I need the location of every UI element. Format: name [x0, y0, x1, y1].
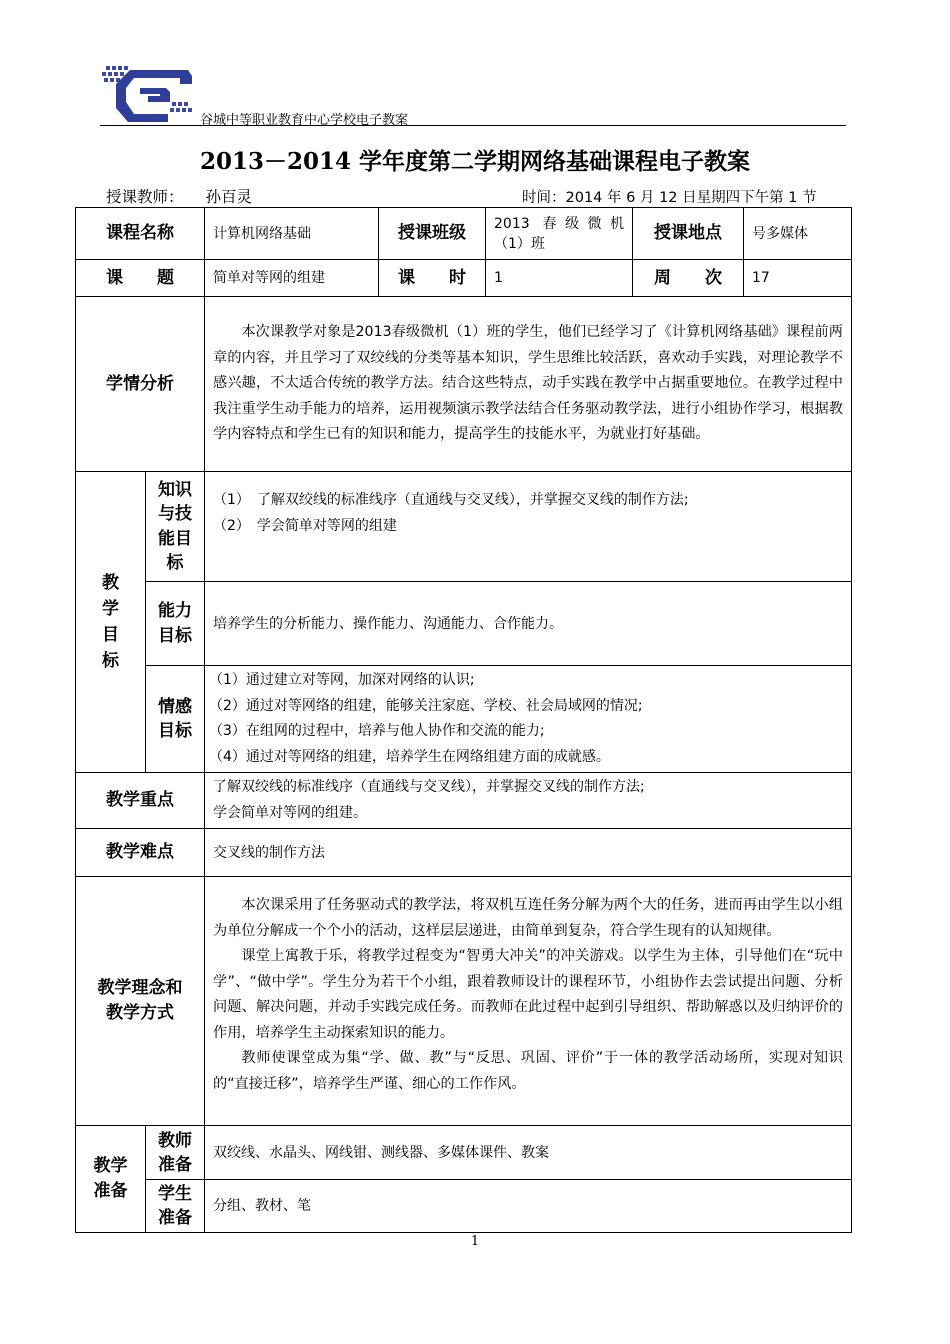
hours-value: 1	[486, 260, 633, 297]
class-value	[486, 208, 633, 260]
analysis-text	[205, 297, 852, 472]
method-label-line2: 教学方式	[106, 1003, 174, 1023]
keypoint-row	[76, 773, 852, 829]
emotion-goal-list	[205, 666, 852, 773]
knowledge-goal-list	[205, 472, 852, 582]
school-name: 谷城中等职业教育中心学校电子教案	[200, 113, 409, 128]
goals-label	[76, 472, 146, 773]
teacher-label: 授课教师：	[106, 188, 184, 206]
teacher-prep-label-text: 教师准备	[158, 1130, 192, 1175]
goal-ability-row	[76, 582, 852, 666]
place-label: 授课地点	[633, 208, 744, 260]
difficulty-row	[76, 829, 852, 877]
method-label	[76, 877, 205, 1126]
lesson-plan-table	[75, 207, 852, 1233]
goal-knowledge-row	[76, 472, 852, 582]
knowledge-goal-item: （2） 学会简单对等网的组建	[213, 517, 397, 534]
topic-row	[76, 260, 852, 297]
method-paragraph: 教师使课堂成为集“学、做、教”与“反思、巩固、评价”于一体的教学活动场所，实现对知识的“直接迁移”，培养学生严谨、细心的工作作风。	[213, 1050, 843, 1092]
knowledge-goal-item: （1） 了解双绞线的标准线序（直通线与交叉线），并掌握交叉线的制作方法;	[213, 492, 689, 508]
difficulty-label: 教学难点	[76, 829, 205, 877]
method-text	[205, 877, 852, 1126]
goal-emotion-row	[76, 666, 852, 773]
emotion-goal-item: （3）在组网的过程中，培养与他人协作和交流的能力;	[209, 723, 545, 739]
student-prep-label-text: 学生准备	[158, 1184, 192, 1228]
ability-goal-text: 培养学生的分析能力、操作能力、沟通能力、合作能力。	[205, 582, 852, 666]
prep-label	[76, 1126, 146, 1233]
analysis-label: 学情分析	[76, 297, 205, 472]
keypoint-label: 教学重点	[76, 773, 205, 829]
emotion-goal-item: （4）通过对等网络的组建，培养学生在网络组建方面的成就感。	[209, 748, 610, 765]
class-value-line1: 2013 春级微机	[494, 215, 624, 232]
header-divider	[100, 125, 846, 126]
goals-label-text: 教学目标	[102, 573, 119, 671]
method-row	[76, 877, 852, 1126]
emotion-goal-item: （1）通过建立对等网，加深对网络的认识;	[209, 672, 475, 688]
class-value-line2: （1）班	[494, 235, 545, 252]
emotion-goal-label	[146, 666, 205, 773]
school-logo	[100, 62, 196, 124]
emotion-goal-label-text: 情感目标	[158, 696, 192, 741]
topic-label: 课 题	[76, 260, 205, 297]
emotion-goal-item: （2）通过对等网络的组建，能够关注家庭、学校、社会局域网的情况;	[209, 697, 643, 714]
prep-teacher-row	[76, 1126, 852, 1180]
analysis-paragraph: 本次课教学对象是2013春级微机（1）班的学生，他们已经学习了《计算机网络基础》课程前两章的内容，并且学习了双绞线的分类等基本知识，学生思维比较活跃，喜欢动手实践，对理论教学不感兴趣，不太适合传统的教学方法。结合这些特点，动手实践在教学中占据重要地位。在教学过程中我注重学生动手能力的培养，运用视频演示教学法结合任务驱动教学法，进行小组协作学习，根据教学内容特点和学生已有的知识和能力，提高学生的技能水平，为就业打好基础。	[213, 324, 843, 443]
keypoint-line: 学会简单对等网的组建。	[213, 804, 367, 821]
difficulty-text: 交叉线的制作方法	[205, 829, 852, 877]
course-name-value: 计算机网络基础	[205, 208, 379, 260]
lesson-time: 时间：2014 年 6 月 12 日星期四下午第 1 节	[522, 190, 817, 206]
ability-goal-label-text: 能力目标	[158, 601, 192, 646]
teacher-prep-label	[146, 1126, 205, 1180]
page-number: 1	[470, 1234, 480, 1249]
analysis-row	[76, 297, 852, 472]
keypoint-text	[205, 773, 852, 829]
student-prep-value: 分组、教材、笔	[205, 1180, 852, 1233]
course-row	[76, 208, 852, 260]
method-paragraph: 课堂上寓教于乐，将教学过程变为“智勇大冲关”的冲关游戏。以学生为主体，引导他们在“玩中学”、“做中学”。学生分为若干个小组，跟着教师设计的课程环节，小组协作去尝试提出问题、分析问题、解决问题，并动手实践完成任务。而教师在此过程中起到引导组织、帮助解惑以及归纳评价的作用，培养学生主动探索知识的能力。	[213, 948, 843, 1041]
prep-label-text: 教学准备	[93, 1156, 128, 1201]
ability-goal-label	[146, 582, 205, 666]
knowledge-goal-label-text: 知识与技能目标	[158, 479, 192, 573]
teacher-line	[106, 185, 252, 207]
teacher-prep-value: 双绞线、水晶头、网线钳、测线器、多媒体课件、教案	[205, 1126, 852, 1180]
knowledge-goal-label	[146, 472, 205, 582]
prep-student-row	[76, 1180, 852, 1233]
course-name-label: 课程名称	[76, 208, 205, 260]
student-prep-label	[146, 1180, 205, 1233]
place-value: 号多媒体	[744, 208, 852, 260]
method-label-line1: 教学理念和	[97, 978, 183, 998]
teacher-name: 孙百灵	[205, 188, 253, 206]
keypoint-line: 了解双绞线的标准线序（直通线与交叉线），并掌握交叉线的制作方法;	[213, 779, 645, 795]
week-value: 17	[744, 260, 852, 297]
method-paragraph: 本次课采用了任务驱动式的教学法，将双机互连任务分解为两个大的任务，进而再由学生以小组为单位分解成一个个小的活动，这样层层递进，由简单到复杂，符合学生现有的认知规律。	[213, 897, 843, 939]
hours-label: 课 时	[379, 260, 486, 297]
document-title: 2013－2014 学年度第二学期网络基础课程电子教案	[199, 148, 751, 175]
topic-value: 简单对等网的组建	[205, 260, 379, 297]
week-label: 周 次	[633, 260, 744, 297]
class-label: 授课班级	[379, 208, 486, 260]
